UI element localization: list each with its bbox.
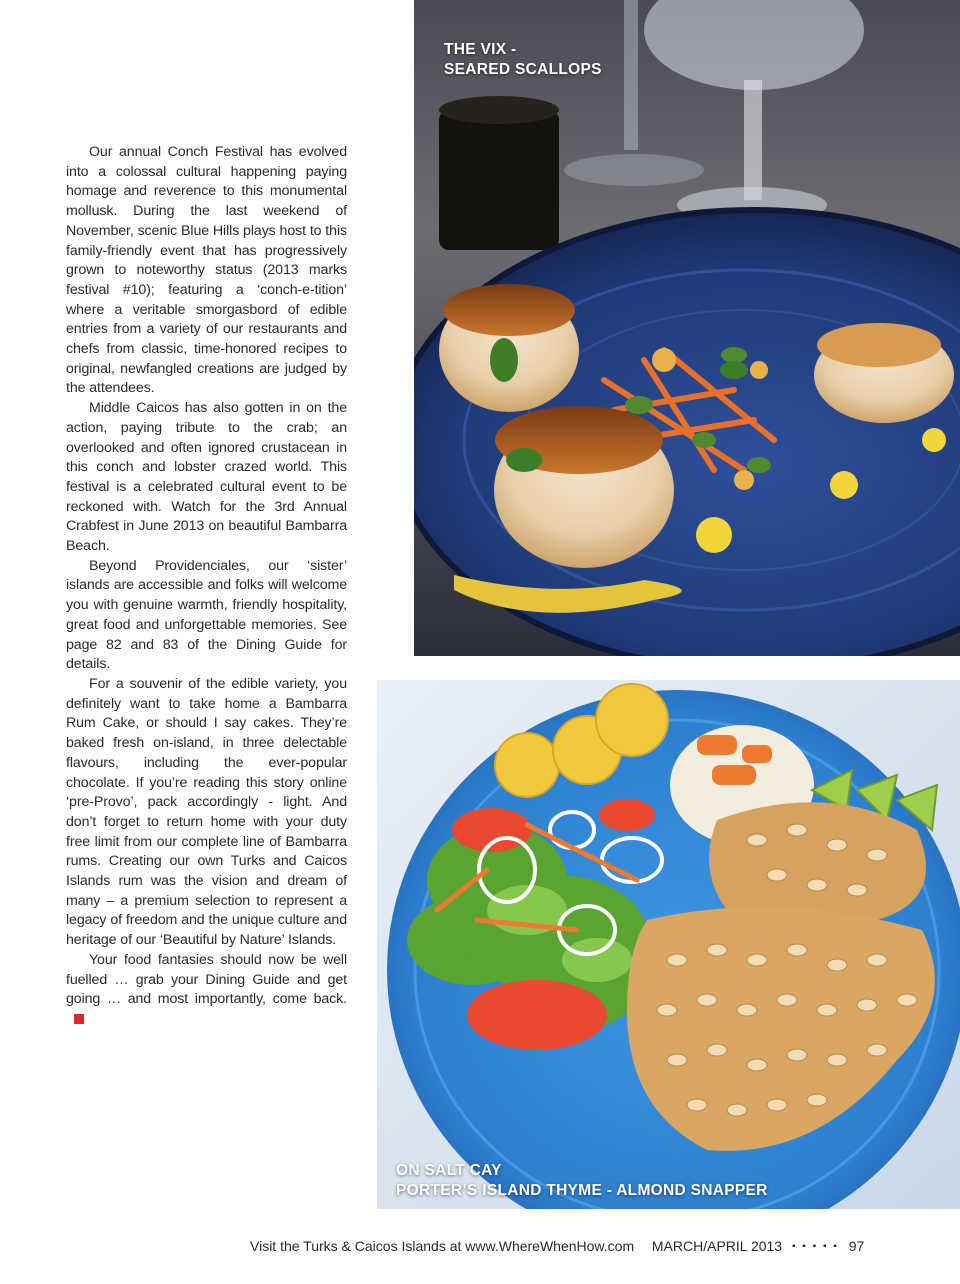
- photo-top-caption: [444, 40, 602, 80]
- article-paragraph-text: Your food fantasies should now be well fuelled … grab your Dining Guide and get going … and most importantly, come back.: [66, 951, 347, 1008]
- photo-seared-scallops: [414, 0, 960, 656]
- photo-almond-snapper: [377, 680, 960, 1209]
- article-paragraph: For a souvenir of the edible variety, you definitely want to take home a Bambarra Rum Cake, or should I say cakes. They’re baked fresh on-island, in three delectable flavours, including the ever-popular chocolate. If you’re reading this story online ‘pre-Provo’, pack accordingly - light. And don’t forget to return home with your duty free limit from our complete line of Bambarra rums. Creating our own Turks and Caicos Islands rum was the vision and dream of many – a premium selection to represent a legacy of freedom and the unique culture and heritage of our ‘Beautiful by Nature’ Islands.: [66, 675, 347, 949]
- article-body: [66, 143, 347, 1030]
- footer-dots: ▪ ▪ ▪ ▪ ▪: [791, 1241, 839, 1252]
- page-footer: [250, 1238, 900, 1254]
- footer-text: Visit the Turks & Caicos Islands at www.WhereWhenHow.com: [250, 1238, 635, 1254]
- article-paragraph: Our annual Conch Festival has evolved into a colossal cultural happening paying homage and reverence to this monumental mollusk. During the last weekend of November, scenic Blue Hills plays host to this family-friendly event that has progressively grown to noteworthy status (2013 marks festival #10); featuring a ‘conch-e-tition’ where a veritable smorgasbord of edible entries from a variety of our restaurants and chefs from classic, time-honored recipes to original, newfangled creations are judged by the attendees.: [66, 144, 347, 397]
- photo-top-caption-line1: THE VIX -: [444, 41, 517, 58]
- scallops-illustration: [414, 0, 960, 656]
- photo-bottom-caption-line2: PORTER’S ISLAND THYME - ALMOND SNAPPER: [396, 1182, 768, 1199]
- article-paragraph: Beyond Providenciales, our ‘sister’ islands are accessible and folks will welcome you with genuine warmth, friendly hospitality, great food and unforgettable memories. See page 82 and 83 of the Dining Guide for details.: [66, 557, 347, 673]
- article-paragraph-last: [66, 951, 347, 1030]
- snapper-illustration: [377, 680, 960, 1209]
- end-of-article-mark: [74, 1014, 84, 1024]
- photo-top-caption-line2: SEARED SCALLOPS: [444, 61, 602, 78]
- article-paragraph: Middle Caicos has also gotten in on the action, paying tribute to the crab; an overlooked and often ignored crustacean in this conch and lobster crazed world. This festival is a celebrated cultural event to be reckoned with. Watch for the 3rd Annual Crabfest in June 2013 on beautiful Bambarra Beach.: [66, 400, 347, 555]
- footer-issue: MARCH/APRIL 2013: [651, 1238, 783, 1254]
- photo-bottom-caption-line1: ON SALT CAY: [396, 1162, 502, 1179]
- page-number: 97: [848, 1238, 865, 1254]
- photo-bottom-caption: [396, 1161, 768, 1201]
